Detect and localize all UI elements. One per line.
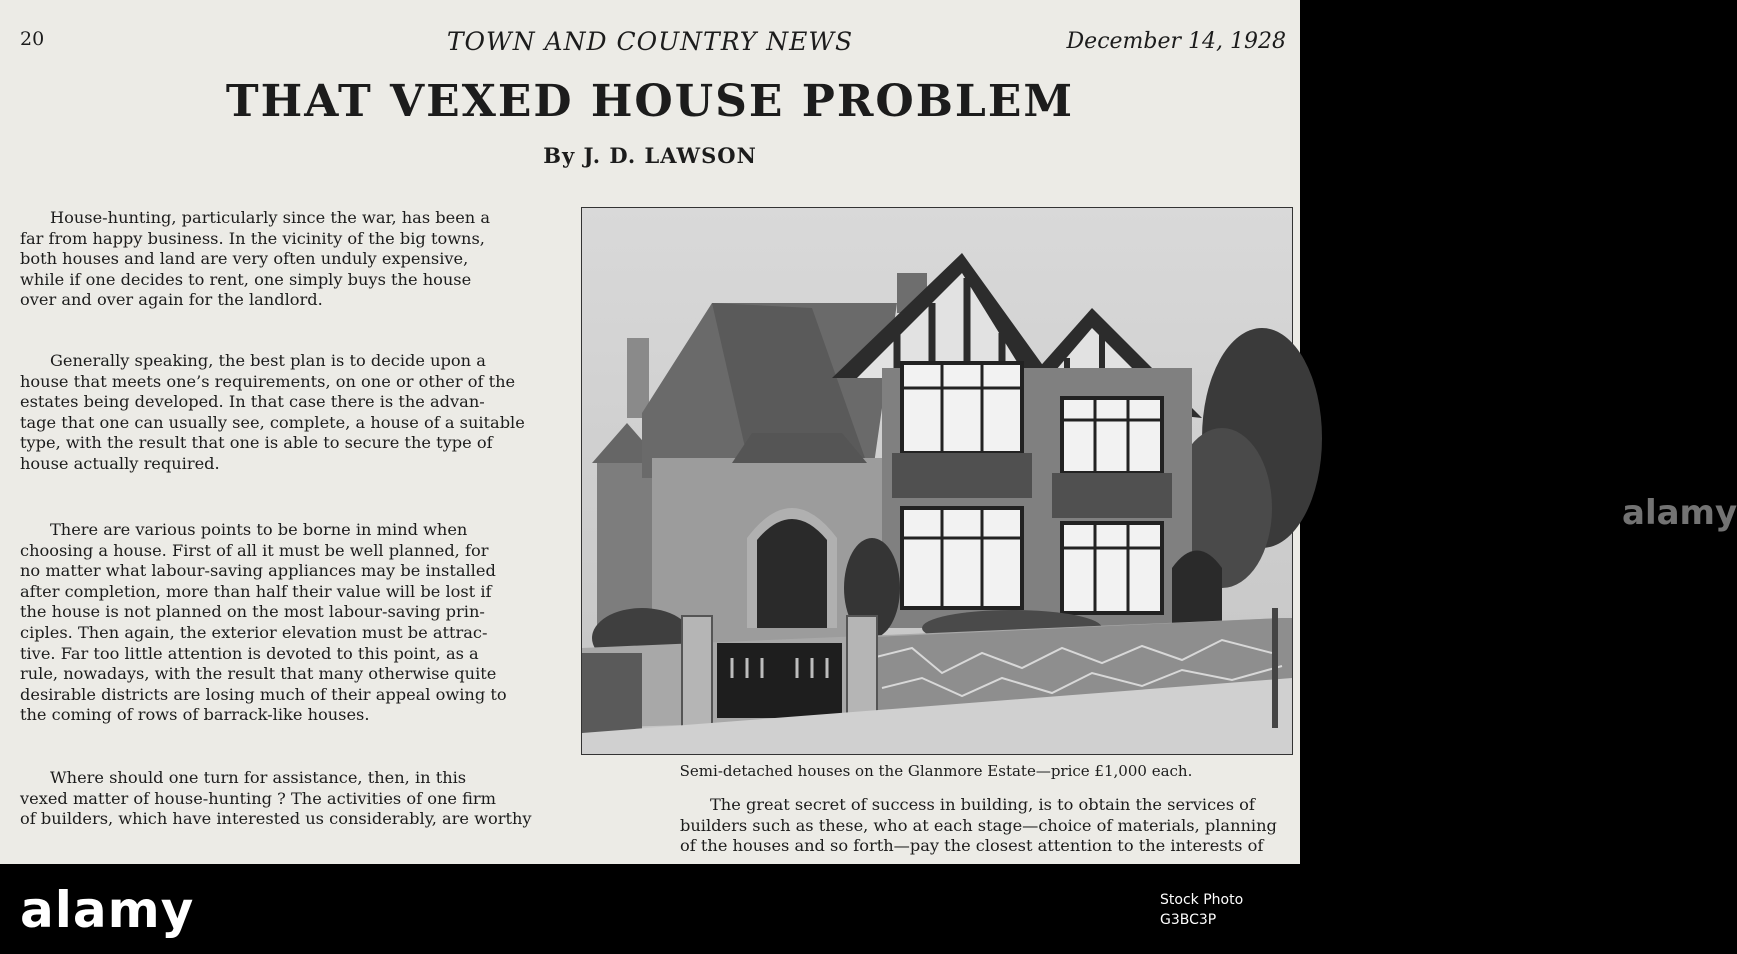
text-line: no matter what labour-saving appliances may be installed: [20, 561, 496, 581]
photo-caption: Semi-detached houses on the Glanmore Estate—price £1,000 each.: [679, 762, 1193, 780]
semi-detached-houses-illustration: [582, 208, 1292, 754]
house-photograph: [581, 207, 1737, 755]
text-line: There are various points to be borne in mind when: [50, 520, 468, 539]
text-line: the coming of rows of barrack-like houses.: [20, 705, 370, 725]
issue-date: December 14, 1928: [1066, 29, 1286, 54]
text-line: Generally speaking, the best plan is to decide upon a: [50, 351, 486, 370]
text-line: after completion, more than half their value will be lost if: [20, 581, 492, 601]
text-line: rule, nowadays, with the result that many otherwise quite: [20, 664, 497, 684]
text-line: while if one decides to rent, one simply buys the house: [20, 269, 472, 289]
publication-title: TOWN AND COUNTRY NEWS: [446, 27, 854, 56]
text-line: vexed matter of house-hunting ? The activities of one firm: [20, 788, 497, 808]
text-line: tage that one can usually see, complete, a house of a suitable: [20, 412, 525, 432]
text-line: Where should one turn for assistance, then, in this: [50, 768, 467, 787]
text-line: estates being developed. In that case there is the advan-: [20, 392, 485, 412]
text-line: ciples. Then again, the exterior elevation must be attrac-: [20, 622, 488, 642]
alamy-watermark: alamy: [1622, 493, 1737, 533]
text-line: both houses and land are very often unduly expensive,: [20, 249, 469, 269]
text-line: choosing a house. First of all it must be well planned, for: [20, 540, 489, 560]
text-line: house that meets one’s requirements, on one or other of the: [20, 371, 516, 391]
text-line: of the houses and so forth—pay the closest attention to the interests of: [680, 836, 1264, 856]
text-line: type, with the result that one is able to secure the type of: [20, 433, 493, 453]
text-line: far from happy business. In the vicinity of the big towns,: [20, 228, 485, 248]
text-line: tive. Far too little attention is devoted to this point, as a: [20, 643, 479, 663]
image-id: G3BC3P: [1160, 912, 1217, 928]
alamy-logo: alamy: [20, 881, 195, 939]
text-line: the house is not planned on the most labour-saving prin-: [20, 602, 485, 622]
paragraph: [680, 795, 1292, 857]
text-line: over and over again for the landlord.: [20, 290, 323, 310]
stock-photo-label: Stock Photo: [1160, 892, 1244, 908]
paragraph: [20, 351, 528, 475]
stock-photo-banner: [0, 864, 1300, 954]
paragraph: [20, 208, 528, 311]
text-line: The great secret of success in building, is to obtain the services of: [710, 795, 1255, 814]
text-line: house actually required.: [20, 453, 220, 473]
page-number: 20: [20, 28, 45, 50]
article-byline: By J. D. LAWSON: [543, 143, 757, 168]
paragraph: [20, 520, 528, 726]
text-line: of builders, which have interested us considerably, are worthy: [20, 809, 532, 829]
paragraph: [20, 768, 628, 830]
text-line: desirable districts are losing much of their appeal owing to: [20, 684, 507, 704]
text-line: builders such as these, who at each stage—choice of materials, planning: [680, 815, 1277, 835]
article-headline: THAT VEXED HOUSE PROBLEM: [225, 76, 1075, 127]
text-line: House-hunting, particularly since the war, has been a: [50, 208, 491, 227]
